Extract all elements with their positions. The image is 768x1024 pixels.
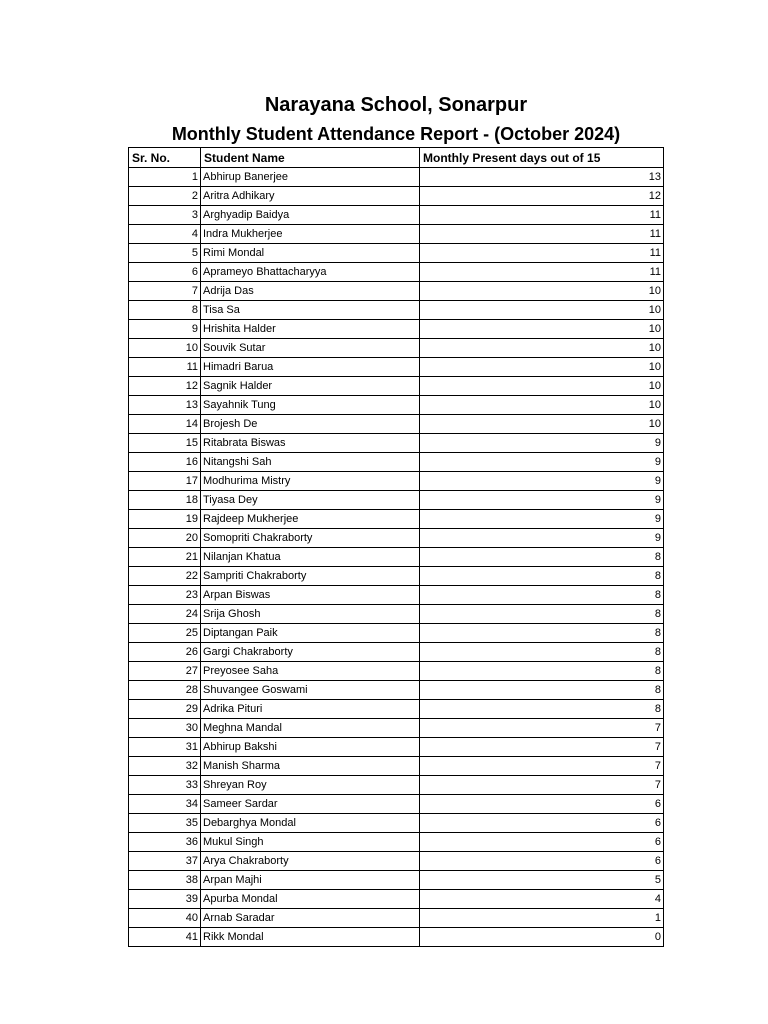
cell-present-days: 8 (420, 567, 664, 586)
table-row (129, 225, 664, 244)
cell-student-name: Sagnik Halder (201, 377, 420, 396)
cell-sr-no: 9 (129, 320, 201, 339)
cell-student-name: Arya Chakraborty (201, 852, 420, 871)
cell-sr-no: 20 (129, 529, 201, 548)
cell-present-days: 8 (420, 586, 664, 605)
cell-student-name: Arghyadip Baidya (201, 206, 420, 225)
table-row (129, 472, 664, 491)
cell-student-name: Tiyasa Dey (201, 491, 420, 510)
table-row (129, 567, 664, 586)
cell-student-name: Abhirup Banerjee (201, 168, 420, 187)
table-row (129, 624, 664, 643)
header-student-name: Student Name (201, 148, 420, 168)
header-present-days: Monthly Present days out of 15 (420, 148, 664, 168)
cell-sr-no: 23 (129, 586, 201, 605)
cell-student-name: Nitangshi Sah (201, 453, 420, 472)
cell-present-days: 7 (420, 738, 664, 757)
table-row (129, 605, 664, 624)
cell-sr-no: 4 (129, 225, 201, 244)
cell-present-days: 6 (420, 814, 664, 833)
cell-present-days: 4 (420, 890, 664, 909)
cell-sr-no: 22 (129, 567, 201, 586)
cell-present-days: 5 (420, 871, 664, 890)
cell-student-name: Rikk Mondal (201, 928, 420, 947)
cell-sr-no: 38 (129, 871, 201, 890)
cell-present-days: 9 (420, 529, 664, 548)
cell-sr-no: 13 (129, 396, 201, 415)
cell-sr-no: 33 (129, 776, 201, 795)
table-row (129, 909, 664, 928)
table-row (129, 377, 664, 396)
cell-student-name: Arpan Majhi (201, 871, 420, 890)
table-row (129, 491, 664, 510)
cell-student-name: Tisa Sa (201, 301, 420, 320)
cell-present-days: 10 (420, 358, 664, 377)
cell-present-days: 11 (420, 225, 664, 244)
cell-present-days: 12 (420, 187, 664, 206)
cell-sr-no: 24 (129, 605, 201, 624)
cell-student-name: Rimi Mondal (201, 244, 420, 263)
cell-student-name: Adrika Pituri (201, 700, 420, 719)
table-row (129, 396, 664, 415)
cell-student-name: Aritra Adhikary (201, 187, 420, 206)
cell-present-days: 6 (420, 833, 664, 852)
cell-sr-no: 40 (129, 909, 201, 928)
cell-sr-no: 21 (129, 548, 201, 567)
cell-sr-no: 15 (129, 434, 201, 453)
cell-student-name: Modhurima Mistry (201, 472, 420, 491)
table-row (129, 187, 664, 206)
cell-student-name: Arnab Saradar (201, 909, 420, 928)
cell-student-name: Preyosee Saha (201, 662, 420, 681)
cell-student-name: Nilanjan Khatua (201, 548, 420, 567)
attendance-table (128, 147, 664, 947)
cell-sr-no: 1 (129, 168, 201, 187)
table-body (129, 168, 664, 947)
table-row (129, 662, 664, 681)
cell-present-days: 11 (420, 206, 664, 225)
cell-sr-no: 39 (129, 890, 201, 909)
cell-sr-no: 5 (129, 244, 201, 263)
table-row (129, 548, 664, 567)
cell-sr-no: 19 (129, 510, 201, 529)
table-row (129, 681, 664, 700)
cell-sr-no: 37 (129, 852, 201, 871)
table-row (129, 586, 664, 605)
cell-sr-no: 17 (129, 472, 201, 491)
table-row (129, 282, 664, 301)
cell-student-name: Sameer Sardar (201, 795, 420, 814)
cell-sr-no: 11 (129, 358, 201, 377)
cell-student-name: Manish Sharma (201, 757, 420, 776)
table-row (129, 928, 664, 947)
table-row (129, 168, 664, 187)
table-row (129, 206, 664, 225)
cell-student-name: Himadri Barua (201, 358, 420, 377)
cell-sr-no: 25 (129, 624, 201, 643)
table-row (129, 738, 664, 757)
cell-present-days: 7 (420, 719, 664, 738)
header-sr-no: Sr. No. (129, 148, 201, 168)
table-row (129, 358, 664, 377)
table-row (129, 434, 664, 453)
cell-sr-no: 8 (129, 301, 201, 320)
cell-sr-no: 3 (129, 206, 201, 225)
cell-present-days: 10 (420, 377, 664, 396)
cell-student-name: Sampriti Chakraborty (201, 567, 420, 586)
table-row (129, 890, 664, 909)
cell-sr-no: 29 (129, 700, 201, 719)
cell-student-name: Rajdeep Mukherjee (201, 510, 420, 529)
cell-sr-no: 16 (129, 453, 201, 472)
cell-student-name: Sayahnik Tung (201, 396, 420, 415)
table-row (129, 320, 664, 339)
cell-present-days: 9 (420, 472, 664, 491)
table-row (129, 814, 664, 833)
cell-sr-no: 2 (129, 187, 201, 206)
table-row (129, 871, 664, 890)
table-row (129, 529, 664, 548)
cell-present-days: 6 (420, 852, 664, 871)
cell-student-name: Shreyan Roy (201, 776, 420, 795)
table-row (129, 301, 664, 320)
cell-present-days: 8 (420, 643, 664, 662)
cell-student-name: Brojesh De (201, 415, 420, 434)
table-row (129, 510, 664, 529)
cell-present-days: 0 (420, 928, 664, 947)
cell-student-name: Somopriti Chakraborty (201, 529, 420, 548)
table-row (129, 415, 664, 434)
cell-student-name: Hrishita Halder (201, 320, 420, 339)
table-row (129, 700, 664, 719)
cell-sr-no: 7 (129, 282, 201, 301)
cell-present-days: 10 (420, 339, 664, 358)
table-row (129, 852, 664, 871)
cell-present-days: 7 (420, 776, 664, 795)
cell-sr-no: 14 (129, 415, 201, 434)
table-row (129, 776, 664, 795)
cell-student-name: Abhirup Bakshi (201, 738, 420, 757)
cell-student-name: Diptangan Paik (201, 624, 420, 643)
cell-sr-no: 31 (129, 738, 201, 757)
cell-present-days: 8 (420, 548, 664, 567)
cell-student-name: Ritabrata Biswas (201, 434, 420, 453)
cell-sr-no: 27 (129, 662, 201, 681)
cell-student-name: Mukul Singh (201, 833, 420, 852)
cell-sr-no: 35 (129, 814, 201, 833)
cell-student-name: Meghna Mandal (201, 719, 420, 738)
cell-present-days: 9 (420, 491, 664, 510)
cell-present-days: 8 (420, 681, 664, 700)
table-header-row (129, 148, 664, 168)
cell-sr-no: 18 (129, 491, 201, 510)
table-row (129, 795, 664, 814)
cell-sr-no: 10 (129, 339, 201, 358)
cell-sr-no: 28 (129, 681, 201, 700)
cell-student-name: Adrija Das (201, 282, 420, 301)
cell-present-days: 10 (420, 320, 664, 339)
table-row (129, 244, 664, 263)
cell-present-days: 11 (420, 244, 664, 263)
cell-present-days: 9 (420, 510, 664, 529)
table-row (129, 833, 664, 852)
cell-sr-no: 32 (129, 757, 201, 776)
school-name: Narayana School, Sonarpur (264, 94, 528, 116)
cell-student-name: Shuvangee Goswami (201, 681, 420, 700)
cell-sr-no: 41 (129, 928, 201, 947)
cell-sr-no: 6 (129, 263, 201, 282)
cell-student-name: Souvik Sutar (201, 339, 420, 358)
cell-present-days: 9 (420, 453, 664, 472)
cell-student-name: Gargi Chakraborty (201, 643, 420, 662)
cell-present-days: 8 (420, 700, 664, 719)
cell-present-days: 9 (420, 434, 664, 453)
cell-sr-no: 34 (129, 795, 201, 814)
cell-present-days: 1 (420, 909, 664, 928)
cell-present-days: 8 (420, 605, 664, 624)
cell-student-name: Indra Mukherjee (201, 225, 420, 244)
cell-present-days: 11 (420, 263, 664, 282)
cell-present-days: 13 (420, 168, 664, 187)
table-row (129, 339, 664, 358)
cell-present-days: 8 (420, 662, 664, 681)
table-row (129, 263, 664, 282)
cell-student-name: Aprameyo Bhattacharyya (201, 263, 420, 282)
cell-sr-no: 36 (129, 833, 201, 852)
cell-present-days: 10 (420, 301, 664, 320)
cell-sr-no: 12 (129, 377, 201, 396)
report-title: Monthly Student Attendance Report - (October 2024) (171, 124, 621, 144)
cell-student-name: Arpan Biswas (201, 586, 420, 605)
cell-sr-no: 26 (129, 643, 201, 662)
table-row (129, 757, 664, 776)
cell-present-days: 7 (420, 757, 664, 776)
cell-student-name: Srija Ghosh (201, 605, 420, 624)
cell-student-name: Debarghya Mondal (201, 814, 420, 833)
table-row (129, 453, 664, 472)
table-row (129, 643, 664, 662)
table-row (129, 719, 664, 738)
cell-present-days: 10 (420, 396, 664, 415)
cell-present-days: 8 (420, 624, 664, 643)
cell-present-days: 6 (420, 795, 664, 814)
cell-sr-no: 30 (129, 719, 201, 738)
cell-present-days: 10 (420, 282, 664, 301)
cell-student-name: Apurba Mondal (201, 890, 420, 909)
cell-present-days: 10 (420, 415, 664, 434)
